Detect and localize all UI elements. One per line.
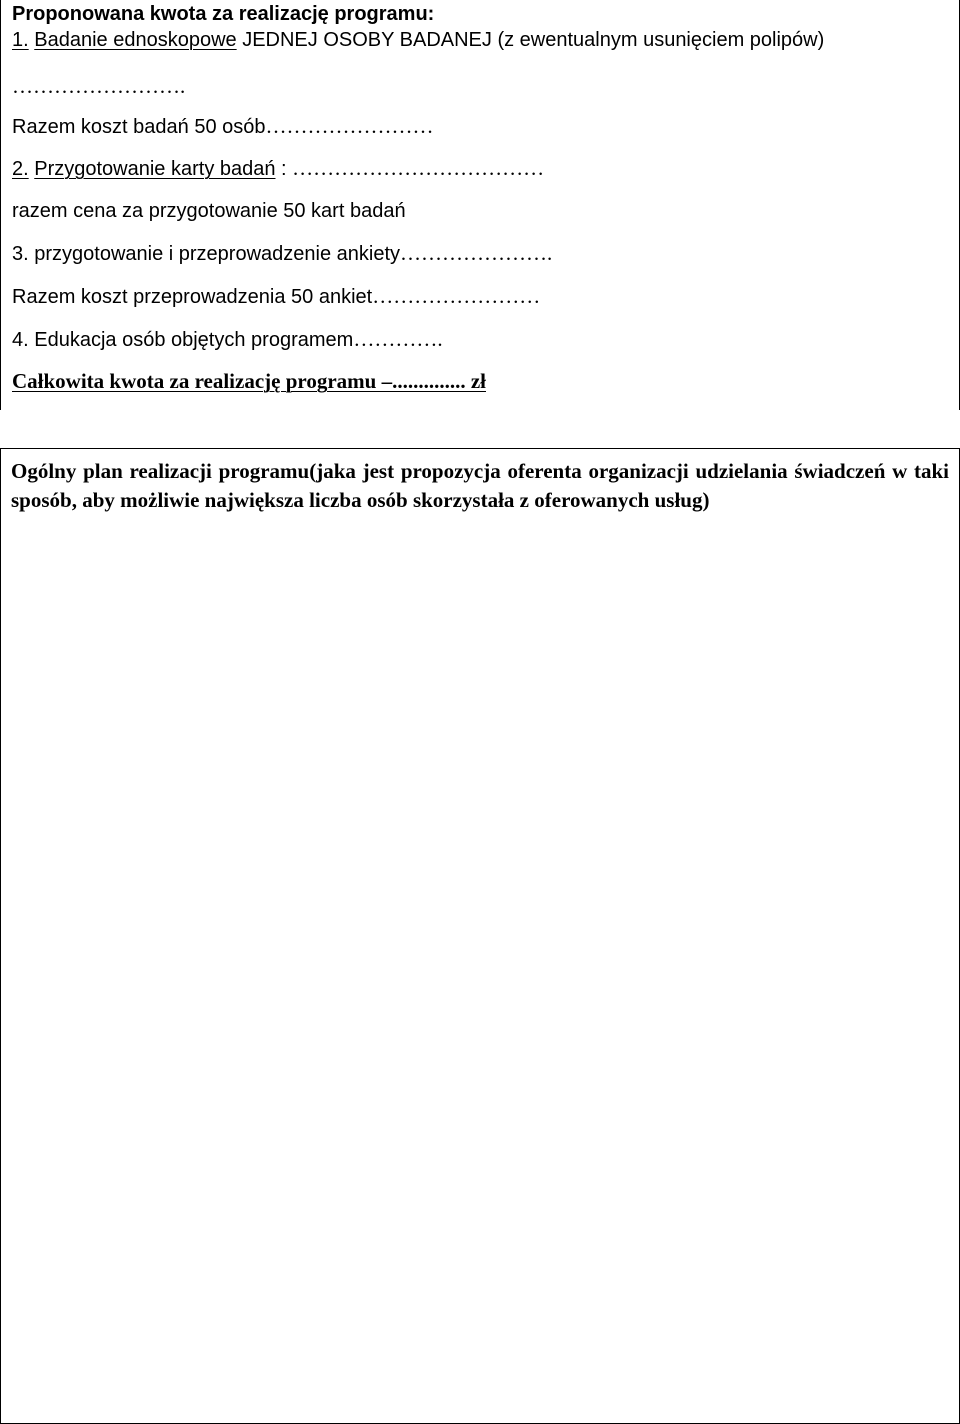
- grand-total: Całkowita kwota za realizację programu –.............. zł: [12, 369, 486, 393]
- item-3-total-line: [12, 284, 540, 309]
- section-title: Proponowana kwota za realizację programu:: [12, 3, 435, 25]
- item-3-label: 3. przygotowanie i przeprowadzenie ankiety: [12, 243, 400, 265]
- item-3-total-dots: ……………………: [372, 284, 541, 308]
- item-2-line: [12, 156, 544, 181]
- item-1-total-label: Razem koszt badań 50 osób: [12, 116, 266, 138]
- item-2-label: Przygotowanie karty badań: [34, 158, 276, 180]
- item-3-line: [12, 241, 552, 266]
- item-2-number: 2.: [12, 158, 29, 180]
- item-1-total-line: [12, 114, 434, 139]
- item-3-total-label: Razem koszt przeprowadzenia 50 ankiet: [12, 286, 373, 308]
- item-1-dots: …………………….: [12, 74, 186, 98]
- item-1-total-dots: ……………………: [265, 114, 434, 138]
- item-1-label: Badanie ednoskopowe: [34, 29, 237, 51]
- item-3-dots: ………………….: [400, 241, 553, 265]
- item-2-separator: :: [275, 158, 293, 180]
- item-2-dots: ………………………………: [292, 156, 545, 180]
- item-4-line: [12, 327, 443, 352]
- cost-section: [0, 0, 960, 410]
- item-1-line: [12, 28, 824, 52]
- plan-heading: Ogólny plan realizacji programu(jaka jest propozycja oferenta organizacji udzielania świadczeń w taki sposób, aby możliwie największa liczba osób skorzystała z oferowanych usług): [11, 459, 949, 512]
- item-1-number: 1.: [12, 29, 29, 51]
- item-4-dots: ………….: [353, 327, 443, 351]
- item-1-description: JEDNEJ OSOBY BADANEJ (z ewentualnym usunięciem polipów): [236, 29, 825, 51]
- plan-box: [0, 448, 960, 1424]
- item-2-total: razem cena za przygotowanie 50 kart badań: [12, 200, 406, 222]
- item-4-label: 4. Edukacja osób objętych programem: [12, 329, 354, 351]
